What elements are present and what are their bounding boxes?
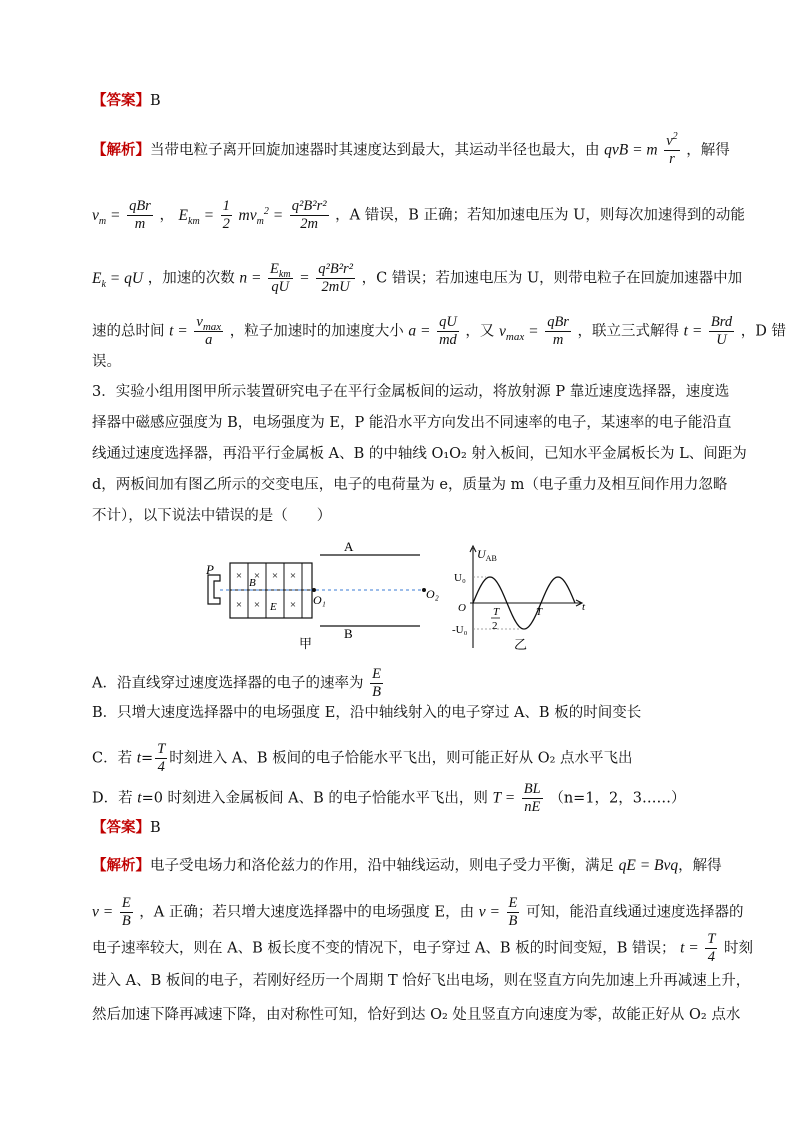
cross-mark: × <box>271 570 279 582</box>
eq-vmax: $v_{max}$ = <box>499 322 539 343</box>
analysis2-line-3 <box>92 931 753 966</box>
frac-qU-md: $\frac{qU}{md}$ <box>439 314 457 348</box>
plate-label-B: B <box>344 626 353 641</box>
option-text: =0 时刻进入金属板间 A、B 的电子恰能水平飞出，则 <box>141 790 488 807</box>
analysis2-line-4: 进入 A、B 板间的电子，若刚好经历一个周期 T 恰好飞出电场，则在竖直方向先加速上升再减速上升， <box>92 973 751 989</box>
analysis-text: ，联立三式解得 <box>577 323 680 340</box>
cross-mark: × <box>253 599 261 611</box>
label-O1: O₁ <box>313 593 326 607</box>
eq-sign: = <box>141 750 154 767</box>
option-A <box>92 666 385 701</box>
label-B-field: B <box>249 577 256 589</box>
analysis-text: ，D 错 <box>740 323 786 340</box>
eq-vm: $v_m$ = <box>92 206 121 227</box>
option-text: （n=1，2，3……） <box>549 790 686 807</box>
analysis2-line-2 <box>92 895 743 930</box>
option-text: D．若 <box>92 790 138 807</box>
analysis-text: 电子速率较大，则在 A、B 板长度不变的情况下，电子穿过 A、B 板的时间变短，B 错误； <box>92 940 676 957</box>
eq-sign: = <box>299 269 310 287</box>
frac-T-4: $\frac{T}{4}$ <box>157 741 166 775</box>
plate-label-A: A <box>344 539 354 554</box>
analysis-text: ，解得 <box>678 858 722 874</box>
frac-half: $\frac{1}{2}$ <box>222 198 230 232</box>
eq-mvm2: $mv_m^2$ = <box>238 205 284 227</box>
frac-Brd-U: $\frac{\text{Brd}}{U}$ <box>710 314 733 348</box>
frac-BL-nE: $\frac{BL}{nE}$ <box>523 781 541 815</box>
answer-line-1 <box>92 91 161 111</box>
analysis1-line-3 <box>92 261 742 296</box>
analysis-text: 速的总时间 <box>92 323 165 340</box>
answer-value: B <box>150 93 161 109</box>
frac-qBr-m: $\frac{\text{qBr}}{m}$ <box>129 198 151 232</box>
cross-mark: × <box>235 570 243 582</box>
frac-E-B: $\frac{E}{B}$ <box>372 666 381 700</box>
label-negU0: -U₀ <box>452 624 468 636</box>
figure-jia <box>200 538 450 653</box>
option-text: 时刻进入 A、B 板间的电子恰能水平飞出，则可能正好从 O₂ 点水平飞出 <box>169 750 633 767</box>
label-T2-top: T <box>493 606 500 618</box>
analysis-text: ，A 正确；若只增大速度选择器中的电场强度 E，由 <box>139 904 475 921</box>
cross-mark: × <box>289 570 297 582</box>
analysis-text: ，解得 <box>686 142 730 159</box>
answer-tag: 【答案】 <box>92 820 150 836</box>
option-C <box>92 741 633 776</box>
analysis-tag: 【解析】 <box>92 142 150 159</box>
label-t: t <box>582 601 586 613</box>
eq-qvB: qvB = m <box>604 141 658 159</box>
analysis1-line-2 <box>92 198 745 233</box>
answer-value: B <box>150 820 161 836</box>
figure-yi <box>452 540 592 655</box>
eq-qE-Bvq: qE = Bvq <box>618 857 679 874</box>
eq-T: T = <box>492 789 516 807</box>
frac-vmax-a: $\frac{v_{max}}{a}$ <box>196 314 222 348</box>
source-P <box>208 575 220 604</box>
label-E-field: E <box>270 601 277 613</box>
var-t: t <box>136 749 142 767</box>
frac-q2B2r2-2mU: $\frac{\text{q²B²r²}}{2mU}$ <box>318 261 354 295</box>
question3-line-5: 不计），以下说法中错误的是（ ） <box>92 508 332 524</box>
label-O: O <box>458 602 466 614</box>
analysis-text: ，又 <box>465 323 495 340</box>
analysis2-line-1 <box>92 856 722 876</box>
frac-T-4-2: $\frac{T}{4}$ <box>707 931 716 965</box>
analysis-text: ，加速的次数 <box>147 270 235 287</box>
analysis1-line-1 <box>92 133 730 168</box>
analysis1-line-5: 误。 <box>92 354 121 370</box>
label-U0: U₀ <box>454 572 466 584</box>
analysis2-line-5: 然后加速下降再减速下降，由对称性可知，恰好到达 O₂ 处且竖直方向速度为零，故能正好从 O₂ 点水 <box>92 1007 741 1023</box>
frac-Ekm-qU: $\frac{E_{km}}{qU}$ <box>270 261 291 295</box>
eq-Ekm: $E_{km}$ = <box>178 206 215 227</box>
analysis-tag: 【解析】 <box>92 858 150 874</box>
frac-v2-r: $\frac{v^2}{r}$ <box>666 131 678 167</box>
analysis-text: ，粒子加速时的加速度大小 <box>229 323 404 340</box>
eq-t: t = <box>169 322 188 340</box>
option-text: A．沿直线穿过速度选择器的电子的速率为 <box>92 675 364 692</box>
question3-line-1: 3．实验小组用图甲所示装置研究电子在平行金属板间的运动，将放射源 P 靠近速度选择器，速度选 <box>92 384 730 400</box>
analysis-text: 可知，能沿直线通过速度选择器的 <box>525 904 744 921</box>
question3-line-4: d，两板间加有图乙所示的交变电压，电子的电荷量为 e，质量为 m（电子重力及相互间作用力忽略 <box>92 477 728 493</box>
var-t: t <box>137 789 142 807</box>
analysis-text: ，C 错误；若加速电压为 U，则带电粒子在回旋加速器中加 <box>361 270 743 287</box>
frac-E-B-3: $\frac{E}{B}$ <box>508 895 518 929</box>
source-label-P: P <box>206 562 214 577</box>
eq-t2: t = <box>683 322 703 340</box>
eq-t: t = <box>680 939 699 957</box>
cross-mark: × <box>289 599 297 611</box>
answer-tag: 【答案】 <box>92 93 150 109</box>
eq-n: n = <box>239 269 262 287</box>
eq-a: a = <box>408 322 431 340</box>
analysis-text: ，A 错误，B 正确；若知加速电压为 U，则每次加速得到的动能 <box>335 207 745 224</box>
frac-E-B-2: $\frac{E}{B}$ <box>121 895 131 929</box>
option-D <box>92 781 686 816</box>
analysis1-line-4 <box>92 314 786 349</box>
caption-yi: 乙 <box>514 637 528 652</box>
label-T: T <box>536 606 543 618</box>
frac-qBr-m-2: $\frac{\text{qBr}}{m}$ <box>547 314 569 348</box>
label-UAB: $U_{AB}$ <box>477 547 497 563</box>
cross-mark: × <box>235 599 243 611</box>
analysis-text: 电子受电场力和洛伦兹力的作用，沿中轴线运动，则电子受力平衡，满足 <box>150 858 614 874</box>
caption-jia: 甲 <box>299 636 313 651</box>
point-O1 <box>312 588 316 592</box>
analysis-text: 时刻 <box>724 940 754 957</box>
cross-mark: × <box>253 570 261 582</box>
option-B: B．只增大速度选择器中的电场强度 E，沿中轴线射入的电子穿过 A、B 板的时间变长 <box>92 705 642 721</box>
option-text: C．若 <box>92 750 137 767</box>
label-O2: O₂ <box>426 587 439 601</box>
eq-v: v = <box>92 903 114 921</box>
question3-line-3: 线通过速度选择器，再沿平行金属板 A、B 的中轴线 O₁O₂ 射入板间，已知水平金属板长为 L、间距为 <box>92 446 747 462</box>
eq-v: v = <box>478 903 500 921</box>
label-T2-bot: 2 <box>492 620 498 632</box>
frac-q2B2r2-2m: $\frac{\text{q²B²r²}}{2m}$ <box>291 198 327 232</box>
analysis-text: 当带电粒子离开回旋加速器时其速度达到最大，其运动半径也最大，由 <box>150 142 600 159</box>
answer-line-2 <box>92 818 161 838</box>
question3-line-2: 择器中磁感应强度为 B，电场强度为 E，P 能沿水平方向发出不同速率的电子，某速率的电子能沿直 <box>92 415 732 431</box>
analysis-text: ， <box>159 207 174 224</box>
eq-Ek: $E_k$ = qU <box>92 269 144 290</box>
